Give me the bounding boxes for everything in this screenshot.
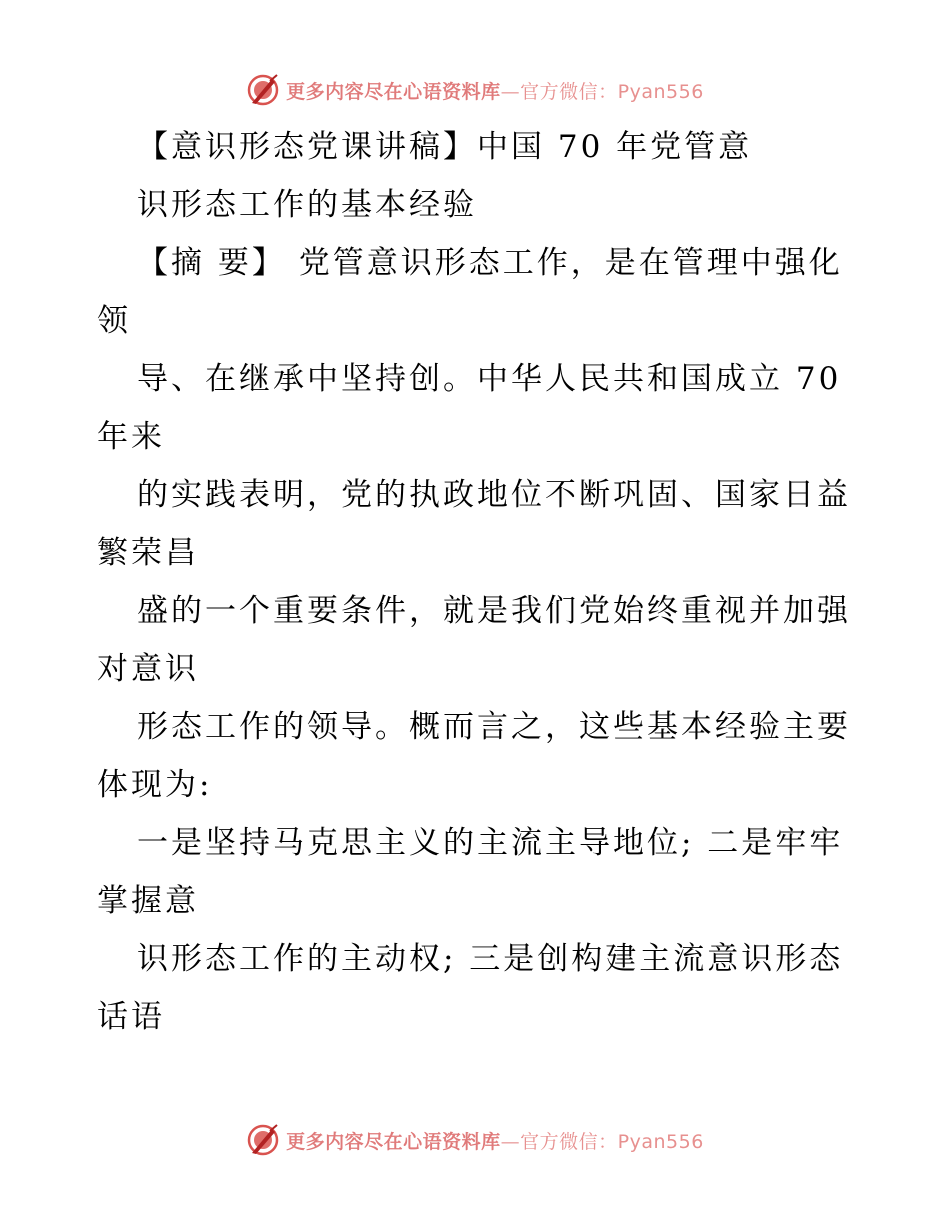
text-line: 年来 xyxy=(97,419,165,455)
text-line: 盛的一个重要条件，就是我们党始终重视并加强 xyxy=(137,593,851,629)
text-line: 体现为: xyxy=(97,767,213,803)
header-banner xyxy=(0,70,950,110)
text-line: 识形态工作的主动权; 三是创构建主流意识形态 xyxy=(137,941,844,977)
text-line: 【意识形态党课讲稿】中国 70 年党管意 xyxy=(137,129,753,165)
text-line: 的实践表明，党的执政地位不断巩固、国家日益 xyxy=(137,477,851,513)
text-line: 领 xyxy=(97,303,131,339)
text-line: 导、在继承中坚持创。中华人民共和国成立 70 xyxy=(137,361,842,397)
document-body xyxy=(97,118,853,1046)
text-line: 话语 xyxy=(97,999,165,1035)
footer-text: 更多内容尽在心语资料库—官方微信：Pyan556 xyxy=(286,1130,704,1153)
text-line: 一是坚持马克思主义的主流主导地位; 二是牢牢 xyxy=(137,825,844,861)
text-line: 对意识 xyxy=(97,651,199,687)
footer-banner xyxy=(0,1120,950,1160)
text-line: 形态工作的领导。概而言之，这些基本经验主要 xyxy=(137,709,851,745)
text-line: 识形态工作的基本经验 xyxy=(137,187,477,223)
text-line: 【摘 要】 党管意识形态工作，是在管理中强化 xyxy=(137,245,843,281)
quill-logo-icon xyxy=(246,73,280,107)
quill-logo-icon xyxy=(246,1123,280,1157)
header-text: 更多内容尽在心语资料库—官方微信：Pyan556 xyxy=(286,80,704,103)
text-line: 繁荣昌 xyxy=(97,535,199,571)
text-line: 掌握意 xyxy=(97,883,199,919)
